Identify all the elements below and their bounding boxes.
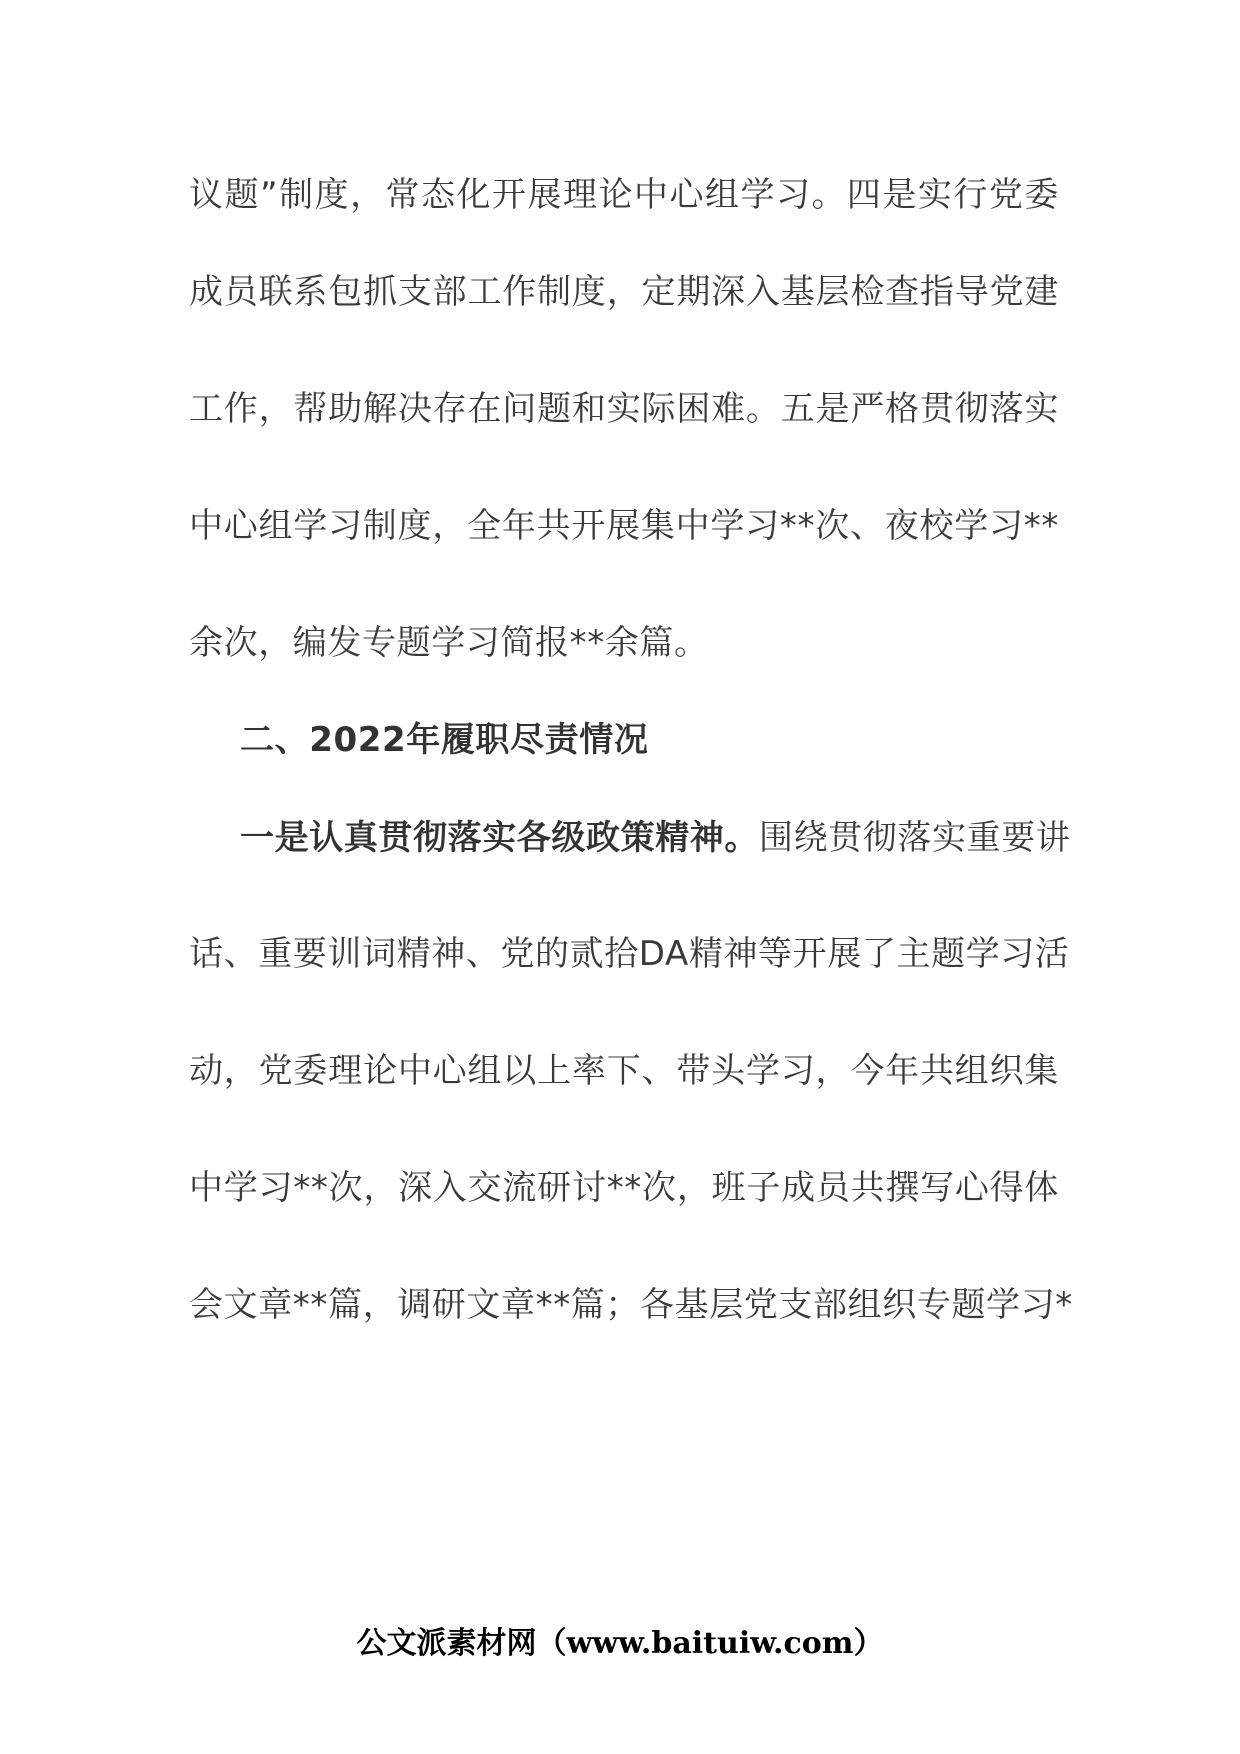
body-text-line: 工作，帮助解决存在问题和实际困难。五是严格贯彻落实	[189, 389, 1059, 429]
body-text-line: 成员联系包抓支部工作制度，定期深入基层检查指导党建	[189, 272, 1059, 312]
body-text-line: 中心组学习制度，全年共开展集中学习**次、夜校学习**	[189, 506, 1059, 546]
body-text-line: 话、重要训词精神、党的贰拾DA精神等开展了主题学习活	[189, 934, 1070, 974]
body-text-line: 中学习**次，深入交流研讨**次，班子成员共撰写心得体	[189, 1168, 1059, 1208]
paragraph-first-line-rest: 围绕贯彻落实重要讲	[759, 818, 1071, 858]
section-heading: 二、2022年履职尽责情况	[240, 720, 649, 760]
body-text-line: 议题”制度，常态化开展理论中心组学习。四是实行党委	[189, 175, 1059, 215]
body-text-line: 动，党委理论中心组以上率下、带头学习，今年共组织集	[189, 1051, 1059, 1091]
paragraph-first-line	[240, 818, 1071, 858]
footer-watermark: 公文派素材网（www.baituiw.com）	[356, 1626, 884, 1661]
paragraph-bold-lead: 一是认真贯彻落实各级政策精神。	[240, 818, 759, 858]
body-text-line: 会文章**篇，调研文章**篇；各基层党支部组织专题学习*	[189, 1285, 1073, 1325]
body-text-line: 余次，编发专题学习简报**余篇。	[189, 623, 709, 663]
